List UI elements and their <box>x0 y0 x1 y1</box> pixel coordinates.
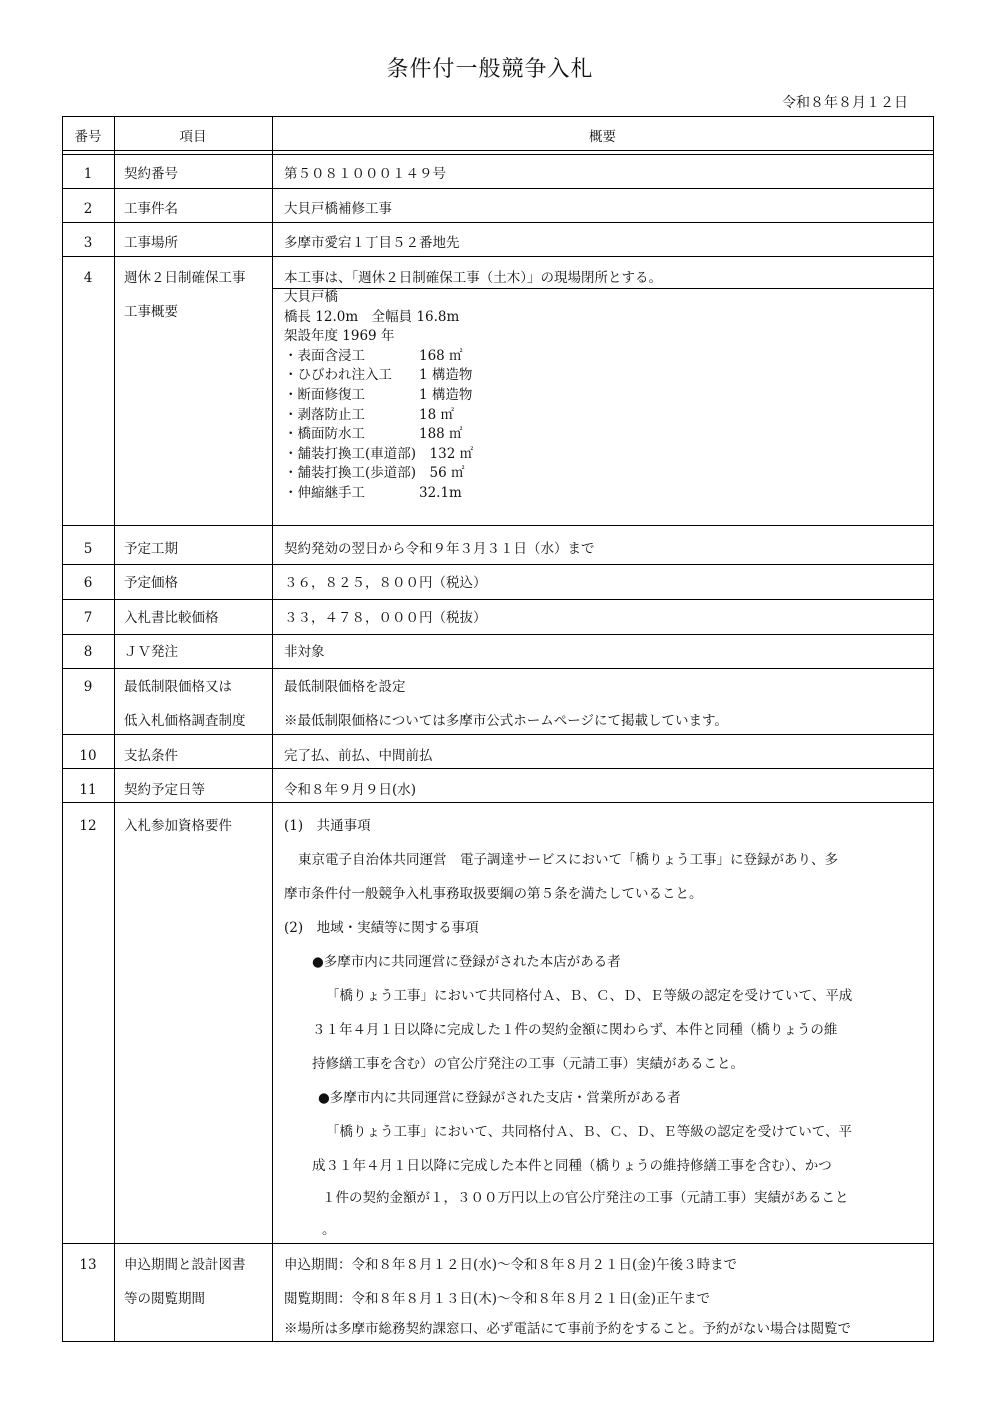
row-item: 工事場所 <box>124 235 178 251</box>
row-line <box>62 256 934 257</box>
row-line <box>62 734 934 735</box>
requirement-line: (2) 地域・実績等に関する事項 <box>284 920 479 936</box>
table-divider-item <box>272 116 273 1342</box>
row-line <box>62 188 934 189</box>
summary-line: ・舗装打換工(歩道部) 56 ㎡ <box>284 465 465 481</box>
row-number: 4 <box>83 270 93 286</box>
row-value: 最低制限価格を設定 <box>284 679 406 695</box>
row-item: ＪＶ発注 <box>124 644 178 660</box>
row-number: 2 <box>83 201 93 217</box>
row-line <box>62 116 934 117</box>
requirement-line: 摩市条件付一般競争入札事務取扱要綱の第５条を満たしていること。 <box>284 886 703 902</box>
summary-line: ・剥落防止工 18 ㎡ <box>284 407 454 423</box>
row-item: 等の閲覧期間 <box>124 1291 205 1307</box>
row-number: 13 <box>79 1257 97 1273</box>
header-item: 項目 <box>179 129 207 145</box>
summary-line: 橋長 12.0m 全幅員 16.8m <box>284 309 460 325</box>
row-line <box>62 634 934 635</box>
row-number: 1 <box>83 166 93 182</box>
document-date: 令和８年８月１２日 <box>782 95 908 111</box>
requirement-line: 「橋りょう工事」において、共同格付Ａ、Ｂ、Ｃ、Ｄ、Ｅ等級の認定を受けていて、平 <box>326 1124 852 1140</box>
row-number: 5 <box>83 541 93 557</box>
row-number: 3 <box>83 235 93 251</box>
table-border-right <box>933 116 934 1342</box>
row-item: 工事件名 <box>124 201 178 217</box>
period-line: 閲覧期間：令和８年８月１３日(木)～令和８年８月２１日(金)正午まで <box>284 1291 711 1307</box>
row-line <box>62 599 934 600</box>
period-line: ※場所は多摩市総務契約課窓口、必ず電話にて事前予約をすること。予約がない場合は閲覧で <box>284 1321 851 1337</box>
row-number: 7 <box>83 610 93 626</box>
summary-line: ・断面修復工 1 構造物 <box>284 387 473 403</box>
summary-line: ・橋面防水工 188 ㎡ <box>284 426 463 442</box>
row-value: 本工事は、「週休２日制確保工事（土木）」の現場閉所とする。 <box>284 270 662 286</box>
row-line <box>62 525 934 526</box>
row-item: 入札書比較価格 <box>124 610 219 626</box>
row-line <box>62 222 934 223</box>
row-line <box>62 154 934 155</box>
row-line <box>62 1243 934 1244</box>
header-summary: 概要 <box>589 129 616 145</box>
row-line <box>62 1341 934 1342</box>
requirement-line: ●多摩市内に共同運営に登録がされた本店がある者 <box>312 954 621 970</box>
row-item: 予定価格 <box>124 575 178 591</box>
row-item: 入札参加資格要件 <box>124 818 232 834</box>
requirement-line: ３１年４月１日以降に完成した１件の契約金額に関わらず、本件と同種（橋りょうの維 <box>312 1022 838 1038</box>
summary-line: ・舗装打換工(車道部) 132 ㎡ <box>284 446 474 462</box>
row-item: 契約番号 <box>124 166 178 182</box>
row-value: 多摩市愛宕１丁目５２番地先 <box>284 235 460 251</box>
row-value: 第５０８１０００１４９号 <box>284 166 446 182</box>
requirement-line: 持修繕工事を含む）の官公庁発注の工事（元請工事）実績があること。 <box>312 1056 744 1072</box>
row-number: 8 <box>83 644 93 660</box>
row-value: 完了払、前払、中間前払 <box>284 748 433 764</box>
row-value: ※最低制限価格については多摩市公式ホームページにて掲載しています。 <box>284 713 728 729</box>
row-line <box>62 564 934 565</box>
row-number: 12 <box>79 818 97 834</box>
requirement-line: 。 <box>322 1222 336 1238</box>
row-number: 10 <box>79 748 97 764</box>
row-item: 最低制限価格又は <box>124 679 232 695</box>
summary-line: 架設年度 1969 年 <box>284 328 395 344</box>
requirement-line: (1) 共通事項 <box>284 818 371 834</box>
table-border-left <box>62 116 63 1342</box>
summary-line: ・伸縮継手工 32.1m <box>284 485 462 501</box>
row-value: 大貝戸橋補修工事 <box>284 201 392 217</box>
row-item: 予定工期 <box>124 541 178 557</box>
summary-line: ・ひびわれ注入工 1 構造物 <box>284 367 473 383</box>
document-title: 条件付一般競争入札 <box>386 57 594 82</box>
header-number: 番号 <box>74 129 102 145</box>
requirement-line: １件の契約金額が１，３００万円以上の官公庁発注の工事（元請工事）実績があること <box>322 1190 849 1206</box>
row-value: ３３，４７８，０００円（税抜） <box>284 610 487 626</box>
summary-line: ・表面含浸工 168 ㎡ <box>284 348 463 364</box>
row-line <box>62 768 934 769</box>
row-number: 9 <box>83 679 93 695</box>
table-divider-number <box>114 116 115 1342</box>
row-value: ３６，８２５，８００円（税込） <box>284 575 487 591</box>
row-line <box>62 150 934 151</box>
period-line: 申込期間：令和８年８月１２日(水)～令和８年８月２１日(金)午後３時まで <box>284 1257 738 1273</box>
requirement-line: 「橋りょう工事」において共同格付Ａ、Ｂ、Ｃ、Ｄ、Ｅ等級の認定を受けていて、平成 <box>326 988 853 1004</box>
row-item: 支払条件 <box>124 748 178 764</box>
conditions-table <box>62 116 934 1342</box>
row-item: 低入札価格調査制度 <box>124 713 246 729</box>
row-item: 契約予定日等 <box>124 782 205 798</box>
row-item: 申込期間と設計図書 <box>124 1257 246 1273</box>
requirement-line: ●多摩市内に共同運営に登録がされた支店・営業所がある者 <box>318 1090 681 1106</box>
row-value: 令和８年９月９日(水) <box>284 782 417 798</box>
row-value: 契約発効の翌日から令和９年３月３１日（水）まで <box>284 541 595 557</box>
row-value: 非対象 <box>284 644 325 660</box>
row-item: 工事概要 <box>124 304 178 320</box>
row-line-partial <box>272 288 934 289</box>
summary-line: 大貝戸橋 <box>284 289 338 305</box>
row-item: 週休２日制確保工事 <box>124 270 246 286</box>
row-line <box>62 802 934 803</box>
row-number: 11 <box>79 782 97 798</box>
requirement-line: 成３１年４月１日以降に完成した本件と同種（橋りょうの維持修繕工事を含む）、かつ <box>312 1158 832 1174</box>
row-number: 6 <box>83 575 93 591</box>
requirement-line: 東京電子自治体共同運営 電子調達サービスにおいて「橋りょう工事」に登録があり、多 <box>298 852 838 868</box>
row-line <box>62 668 934 669</box>
